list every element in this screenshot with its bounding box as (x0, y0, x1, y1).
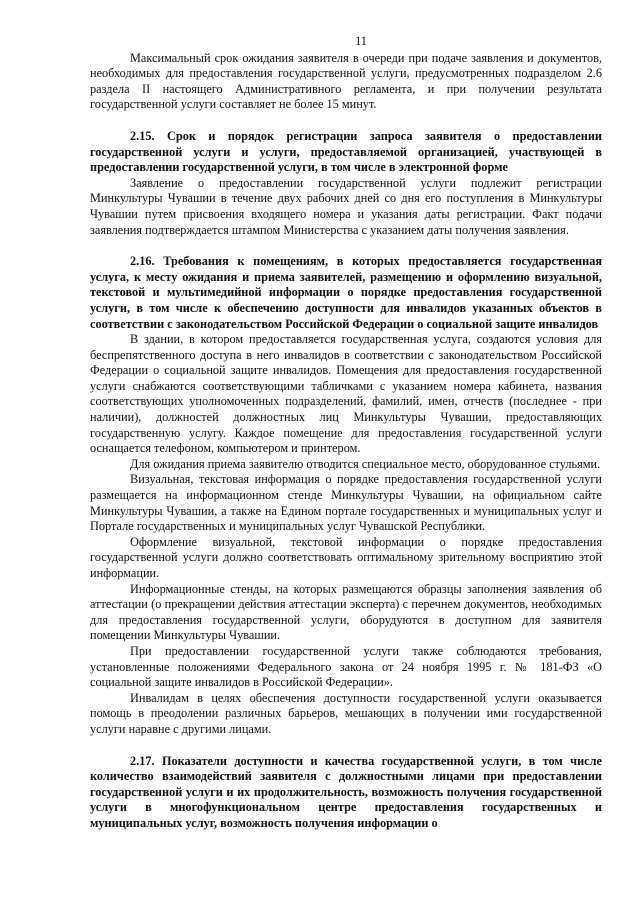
paragraph-federal-law: При предоставлении государственной услуги также соблюдаются требования, установленные положениями Федерального закона от 24 ноября 1995 г. № 181-ФЗ «О социальной защите инвалидов в Российской Федерации». (90, 643, 602, 690)
page-number: 11 (355, 34, 367, 48)
section-heading-2-17: 2.17. Показатели доступности и качества государственной услуги, в том числе количество взаимодействий заявителя с должностными лицами при предоставлении государственной услуги и их продолжительность, возможность получения государственной услуги в многофункциональном центре предоставления государственных и муниципальных услуг, возможность получения информации о (90, 753, 602, 830)
paragraph-visual-info: Визуальная, текстовая информация о порядке предоставления государственной услуги размещается на информационном стенде Минкультуры Чувашии, на официальном сайте Минкультуры Чувашии, а также на Едином портале государственных и муниципальных услуг и Портале государственных и муниципальных услуг Чувашской Республики. (90, 472, 602, 534)
paragraph-waiting-time: Максимальный срок ожидания заявителя в очереди при подаче заявления и документов, необходимых для предоставления государственной услуги, предусмотренных подразделом 2.6 раздела II настоящего Административного регламента, и при получении результата государственной услуги составляет не более 15 минут. (90, 50, 602, 112)
section-heading-2-15: 2.15. Срок и порядок регистрации запроса заявителя о предоставлении государственной услуги и услуги, предоставляемой организацией, участвующей в предоставлении государственной услуги, в том числе в электронной форме (90, 128, 602, 175)
paragraph-waiting-place: Для ожидания приема заявителю отводится специальное место, оборудованное стульями. (130, 456, 601, 471)
paragraph-registration: Заявление о предоставлении государственной услуги подлежит регистрации Минкультуры Чувашии в течение двух рабочих дней со дня его поступления в Минкультуры Чувашии путем присвоения входящего номера и указания даты регистрации. Факт подачи заявления подтверждается штампом Министерства с указанием даты получения заявления. (90, 175, 602, 237)
paragraph-info-design: Оформление визуальной, текстовой информации о порядке предоставления государственной услуги должно соответствовать оптимальному зрительному восприятию этой информации. (90, 534, 602, 580)
paragraph-premises: В здании, в котором предоставляется государственная услуга, создаются условия для беспрепятственного доступа в него инвалидов в соответствии с законодательством Российской Федерации о социальной защите инвалидов. Помещения для предоставления государственной услуги снабжаются соответствующими табличками с указанием номера кабинета, названия соответствующих уполномоченных подразделений, фамилий, имен, отчеств (последнее - при наличии), должностей должностных лиц Минкультуры Чувашии, предоставляющих государственную услугу. Каждое помещение для предоставления государственной услуги оснащается телефоном, компьютером и принтером. (90, 332, 602, 456)
paragraph-info-stands: Информационные стенды, на которых размещаются образцы заполнения заявления об аттестации (о прекращении действия аттестации эксперта) с перечнем документов, необходимых для предоставления государственной услуги, оборудуются в доступном для заявителя помещении Минкультуры Чувашии. (90, 581, 602, 643)
section-heading-2-16: 2.16. Требования к помещениям, в которых предоставляется государственная услуга, к месту ожидания и приема заявителей, размещению и оформлению визуальной, текстовой и мультимедийной информации о порядке предоставления государственной услуги, в том числе к обеспечению доступности для инвалидов указанных объектов в соответствии с законодательством Российской Федерации о социальной защите инвалидов (90, 254, 602, 331)
paragraph-disabled-assistance: Инвалидам в целях обеспечения доступности государственной услуги оказывается помощь в преодолении различных барьеров, мешающих в получении ими государственной услуги наравне с другими лицами. (90, 690, 602, 736)
